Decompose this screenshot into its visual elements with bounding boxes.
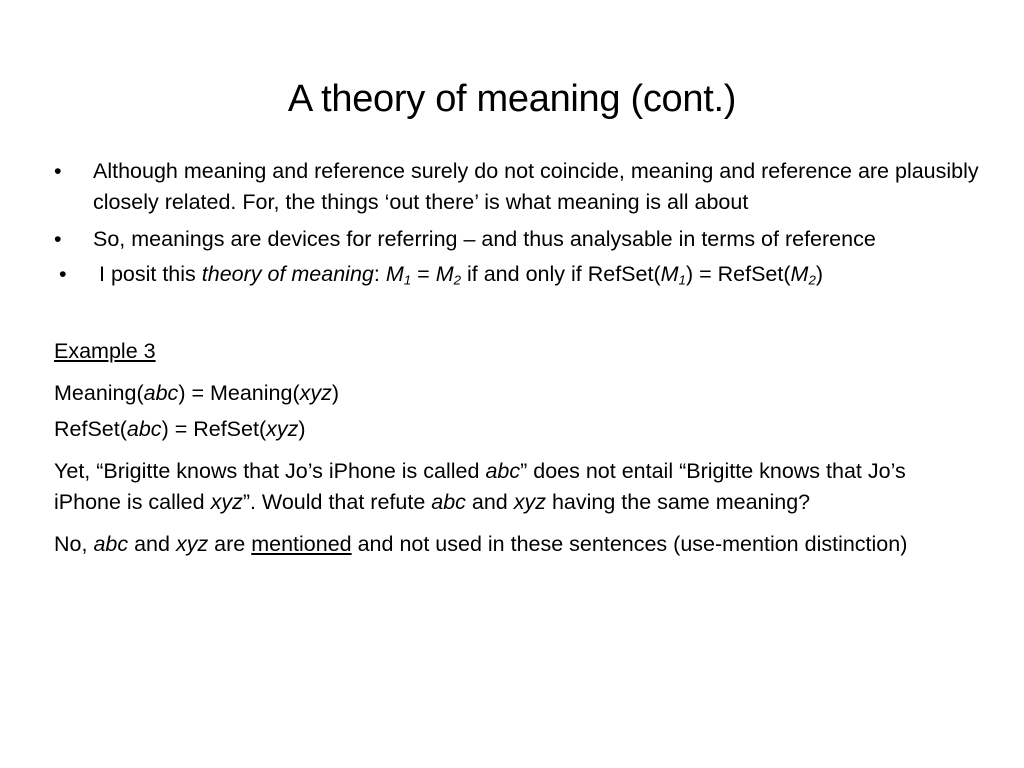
bullet-item bbox=[54, 224, 1004, 255]
bullet-text: I posit this theory of meaning: $M_1 = M_2$ if and only if $RefSet(M_1)$ = $RefSet(M_2)$ bbox=[99, 262, 824, 288]
bullet-dot: • bbox=[54, 159, 62, 183]
mentioned-term: mentioned bbox=[251, 532, 352, 556]
example-section bbox=[54, 336, 954, 571]
refset-equation: RefSet(abc) = RefSet(xyz) bbox=[54, 417, 306, 441]
example-heading: Example 3 bbox=[54, 339, 156, 363]
bullet-item bbox=[54, 156, 1004, 218]
bullet-item bbox=[54, 259, 1004, 290]
reply-paragraph: No, abc and xyz are mentioned and not used in these sentences (use-mention distinction) bbox=[54, 532, 908, 556]
bullet-dot: • bbox=[54, 227, 62, 251]
bullet-text: Although meaning and reference surely do not coincide, meaning and reference are plausibly closely related. For, the things ‘out there’ is what meaning is all about bbox=[93, 159, 979, 214]
theory-term: theory of meaning bbox=[201, 262, 374, 286]
bullet-dot: • bbox=[59, 262, 67, 286]
objection-paragraph: Yet, “Brigitte knows that Jo’s iPhone is called abc” does not entail “Brigitte knows that Jo’s iPhone is called xyz”. Would that refute abc and xyz having the same meaning? bbox=[54, 459, 906, 514]
bullet-text: So, meanings are devices for referring – and thus analysable in terms of reference bbox=[93, 227, 876, 251]
meaning-equation: Meaning(abc) = Meaning(xyz) bbox=[54, 381, 340, 405]
bullet-list bbox=[54, 156, 1004, 296]
slide-title: A theory of meaning (cont.) bbox=[287, 78, 737, 120]
